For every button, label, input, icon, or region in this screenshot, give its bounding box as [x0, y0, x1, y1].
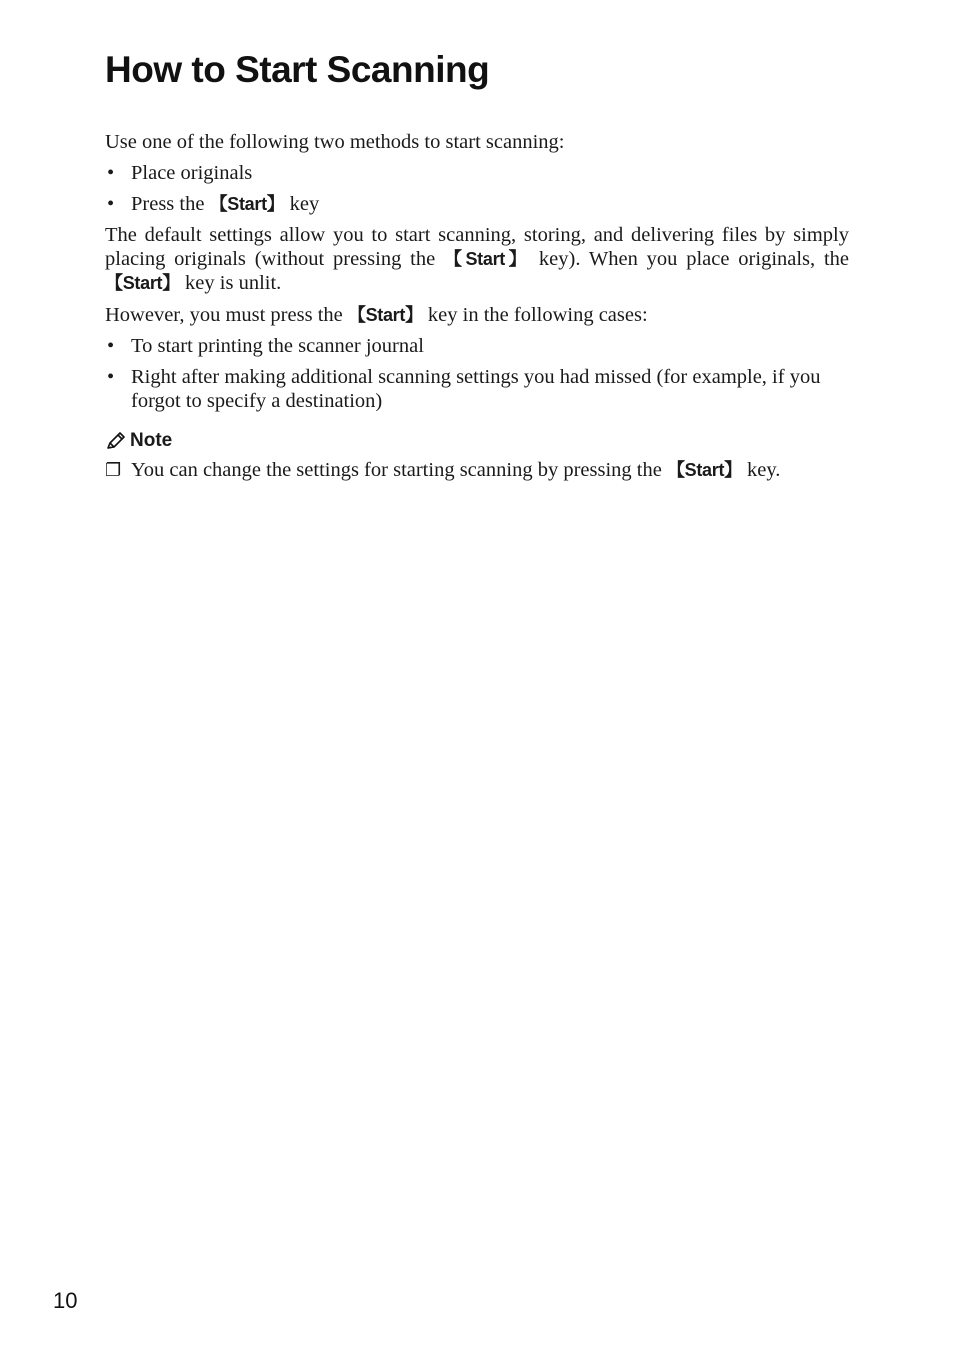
note-item: ❐ You can change the settings for starting scanning by pressing the 【Start】 key. [105, 459, 781, 481]
default-settings-paragraph: The default settings allow you to start scanning, storing, and delivering files by simply placing originals (without pressing the 【Start】 key). When you place originals, the 【Start】 key is unlit. [105, 224, 850, 294]
start-key-label: 【Start】 [347, 305, 423, 325]
checkbox-icon: ❐ [105, 460, 122, 480]
bullet-icon: • [107, 366, 115, 388]
bullet-icon: • [107, 193, 115, 215]
list-item-text: Place originals [131, 162, 253, 184]
note-heading [105, 429, 849, 453]
list-item-text: To start printing the scanner journal [131, 335, 424, 357]
however-paragraph: However, you must press the 【Start】 key in the following cases: [105, 304, 648, 326]
page-title: How to Start Scanning [105, 49, 490, 90]
page-number: 10 [53, 1288, 78, 1313]
start-key-label: 【Start】 [444, 249, 531, 269]
list-item-text: Press the [131, 193, 205, 215]
bullet-icon: • [107, 162, 115, 184]
list-item [105, 334, 849, 358]
note-label: Note [130, 430, 173, 451]
list-item [105, 161, 849, 185]
list-item-text: Right after making additional scanning settings you had missed (for example, if you forgot to specify a destination) [131, 366, 821, 412]
start-key-label: 【Start】 [666, 460, 742, 480]
list-item-text: key [289, 193, 320, 215]
bullet-icon: • [107, 335, 115, 357]
start-methods-list [105, 161, 849, 216]
page-body [105, 128, 849, 482]
pencil-icon [105, 431, 127, 451]
cases-list [105, 334, 849, 413]
start-key-label: 【Start】 [209, 194, 285, 214]
list-item [105, 192, 849, 216]
start-key-label: 【Start】 [105, 273, 180, 293]
note-section [105, 429, 849, 482]
list-item [105, 365, 849, 413]
intro-paragraph: Use one of the following two methods to start scanning: [105, 131, 565, 153]
